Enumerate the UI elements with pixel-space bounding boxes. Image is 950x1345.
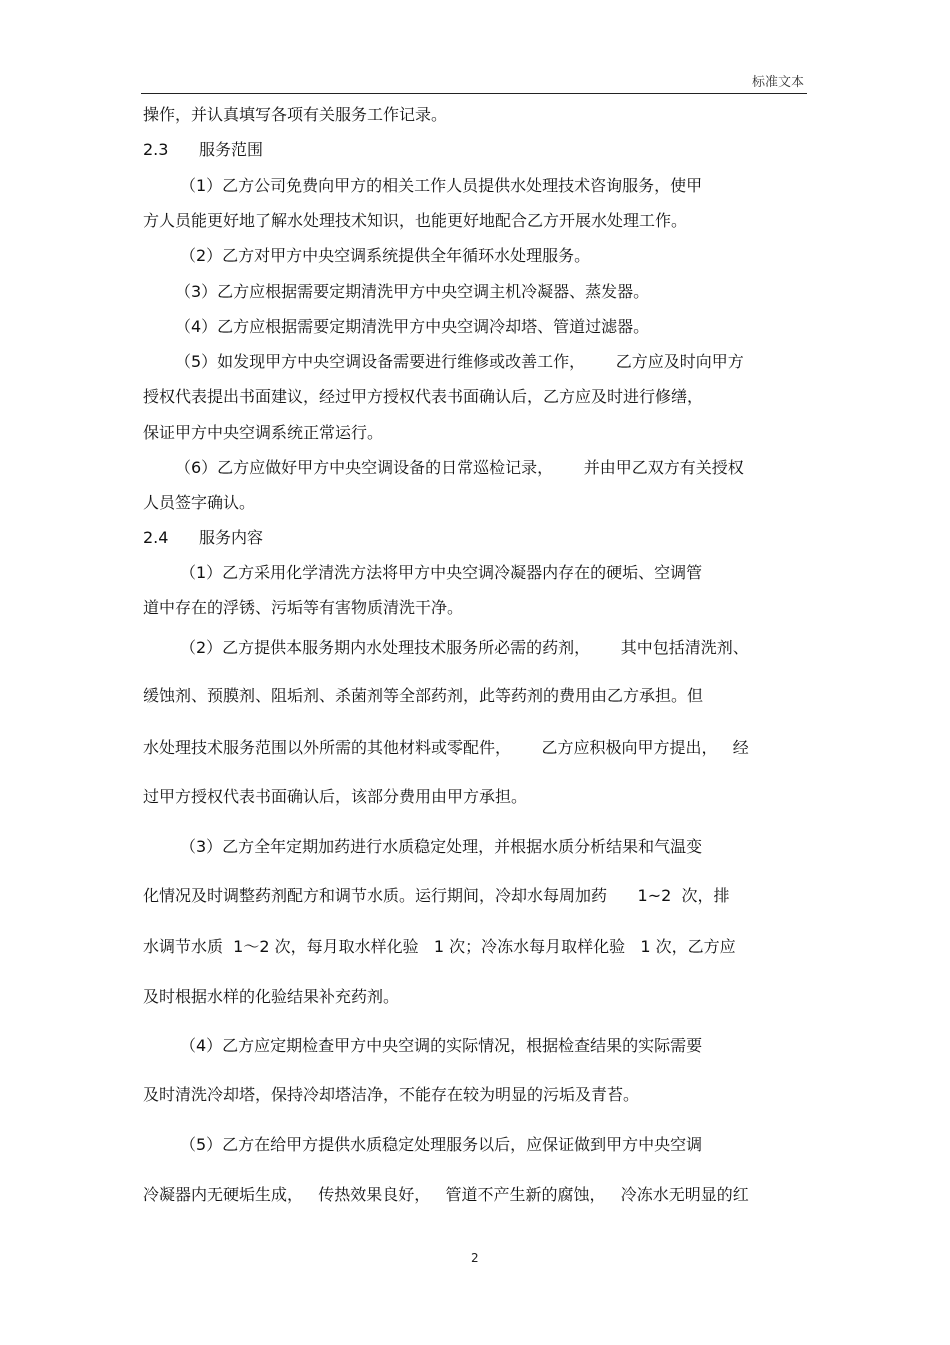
body-line: 保证甲方中央空调系统正常运行。 (143, 423, 384, 442)
body-line: 人员签字确认。 (143, 493, 256, 512)
body-line: （5）如发现甲方中央空调设备需要进行维修或改善工作， 乙方应及时向甲方 (175, 352, 744, 371)
body-line: 冷凝器内无硬垢生成， 传热效果良好， 管道不产生新的腐蚀， 冷冻水无明显的红 (143, 1185, 749, 1204)
body-line: （4）乙方应定期检查甲方中央空调的实际情况，根据检查结果的实际需要 (180, 1036, 703, 1055)
body-line: 授权代表提出书面建议，经过甲方授权代表书面确认后，乙方应及时进行修缮， (143, 387, 704, 406)
body-line: 道中存在的浮锈、污垢等有害物质清洗干净。 (143, 598, 464, 617)
body-line: 及时根据水样的化验结果补充药剂。 (143, 987, 400, 1006)
body-line: 缓蚀剂、预膜剂、阻垢剂、杀菌剂等全部药剂，此等药剂的费用由乙方承担。但 (143, 686, 704, 705)
body-line: （3）乙方全年定期加药进行水质稳定处理，并根据水质分析结果和气温变 (180, 837, 703, 856)
body-line: 化情况及时调整药剂配方和调节水质。运行期间，冷却水每周加药 1~2 次，排 (143, 886, 730, 905)
body-line: （4）乙方应根据需要定期清洗甲方中央空调冷却塔、管道过滤器。 (175, 317, 650, 336)
body-line: （2）乙方对甲方中央空调系统提供全年循环水处理服务。 (180, 246, 591, 265)
body-line: （1）乙方采用化学清洗方法将甲方中央空调冷凝器内存在的硬垢、空调管 (180, 563, 703, 582)
section-heading-2-3: 2.3 服务范围 (143, 140, 263, 159)
body-line: 方人员能更好地了解水处理技术知识，也能更好地配合乙方开展水处理工作。 (143, 211, 688, 230)
header-divider (141, 93, 807, 94)
body-line: 及时清洗冷却塔，保持冷却塔洁净，不能存在较为明显的污垢及青苔。 (143, 1085, 640, 1104)
body-line: （2）乙方提供本服务期内水处理技术服务所必需的药剂， 其中包括清洗剂、 (180, 638, 749, 657)
body-line: （1）乙方公司免费向甲方的相关工作人员提供水处理技术咨询服务，使甲 (180, 176, 703, 195)
body-line: 水调节水质 1～2 次，每月取水样化验 1 次；冷冻水每月取样化验 1 次，乙方应 (143, 937, 736, 956)
page-number: 2 (471, 1251, 479, 1265)
body-line: （5）乙方在给甲方提供水质稳定处理服务以后，应保证做到甲方中央空调 (180, 1135, 703, 1154)
body-line: （3）乙方应根据需要定期清洗甲方中央空调主机冷凝器、蒸发器。 (175, 282, 650, 301)
body-line: 过甲方授权代表书面确认后，该部分费用由甲方承担。 (143, 787, 528, 806)
body-line: （6）乙方应做好甲方中央空调设备的日常巡检记录， 并由甲乙双方有关授权 (175, 458, 744, 477)
body-line: 水处理技术服务范围以外所需的其他材料或零配件， 乙方应积极向甲方提出， 经 (143, 738, 749, 757)
running-header: 标准文本 (752, 75, 805, 90)
section-heading-2-4: 2.4 服务内容 (143, 528, 263, 547)
body-line: 操作，并认真填写各项有关服务工作记录。 (143, 105, 448, 124)
